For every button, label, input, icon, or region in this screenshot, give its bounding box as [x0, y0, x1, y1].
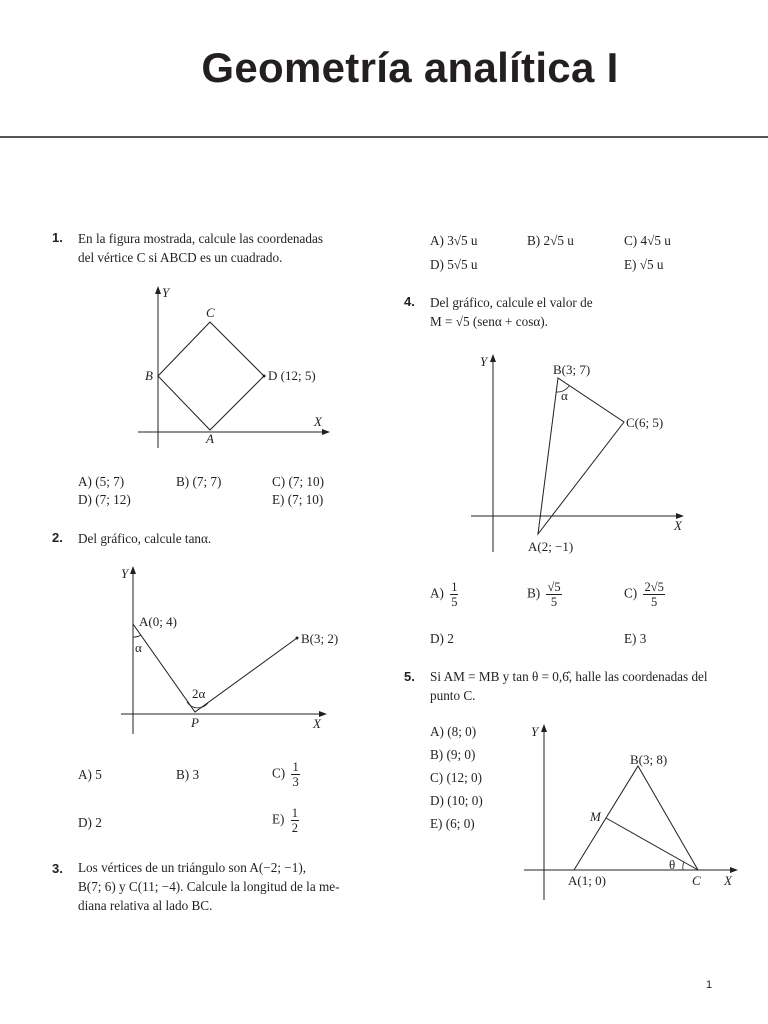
q5-figure: [520, 720, 745, 905]
q1-vertex-c: C: [206, 305, 215, 320]
q4-number: 4.: [404, 294, 415, 309]
q3-text-line2: B(7; 6) y C(11; −4). Calcule la longitud de la me-: [78, 879, 340, 894]
q3-text: [78, 858, 388, 915]
q5-text-line2: punto C.: [430, 688, 476, 703]
q2-option-e: [272, 806, 299, 835]
q4-option-b-fraction: [546, 580, 561, 609]
q4-angle-alpha: α: [561, 388, 568, 403]
q2-point-b: B(3; 2): [301, 631, 339, 646]
q2-angle-two-alpha: 2α: [192, 686, 206, 701]
page-title: Geometría analítica I: [201, 44, 619, 91]
q3-option-e: E) √5 u: [624, 257, 664, 272]
q1-text: [78, 229, 388, 267]
q5-x-axis-label: X: [724, 873, 732, 888]
q4-option-c-denominator: 5: [651, 595, 658, 609]
q4-point-b: B(3; 7): [553, 362, 591, 377]
q2-number: 2.: [52, 530, 63, 545]
q2-option-a: A) 5: [78, 767, 102, 782]
q5-option-c: C) (12; 0): [430, 770, 483, 785]
q3-text-line3: diana relativa al lado BC.: [78, 898, 213, 913]
q3-text-line1: Los vértices de un triángulo son A(−2; −1),: [78, 860, 307, 875]
q2-option-c-fraction: [291, 760, 299, 789]
q2-option-b: B) 3: [176, 767, 200, 782]
q4-option-a-fraction: [450, 580, 458, 609]
q4-option-b-denominator: 5: [550, 595, 558, 609]
q4-option-c: [624, 580, 665, 609]
q5-number: 5.: [404, 669, 415, 684]
q4-text-line1: Del gráfico, calcule el valor de: [430, 295, 593, 310]
q1-option-e: E) (7; 10): [272, 492, 324, 507]
q4-x-axis-label: X: [674, 518, 682, 533]
q5-angle-theta: θ: [669, 857, 676, 872]
q1-figure: [130, 280, 340, 450]
q2-option-c-denominator: 3: [292, 775, 299, 789]
q1-vertex-b: B: [145, 368, 153, 383]
q5-y-axis-label: Y: [531, 724, 539, 739]
q5-point-m: M: [590, 809, 601, 824]
q2-point-a: A(0; 4): [139, 614, 177, 629]
title-divider: [0, 136, 768, 138]
q1-vertex-d: D (12; 5): [268, 368, 316, 383]
q3-option-b: B) 2√5 u: [527, 233, 574, 248]
q4-text-line2: M = √5 (senα + cosα).: [430, 314, 548, 329]
q4-text: [430, 293, 750, 331]
q1-option-d: D) (7; 12): [78, 492, 131, 507]
q5-option-b: B) (9; 0): [430, 747, 476, 762]
q4-y-axis-label: Y: [480, 354, 488, 369]
q2-option-c: [272, 760, 300, 789]
q1-text-line1: En la figura mostrada, calcule las coordenadas: [78, 231, 323, 246]
q2-text: Del gráfico, calcule tanα.: [78, 531, 212, 546]
q2-angle-alpha: α: [135, 640, 142, 655]
q4-option-b: [527, 580, 562, 609]
q2-option-e-label: E): [272, 811, 285, 827]
q2-x-axis-label: X: [313, 716, 321, 731]
q2-option-e-numerator: 1: [291, 806, 298, 820]
q4-option-a-numerator: 1: [451, 580, 458, 594]
q2-option-e-fraction: [291, 806, 299, 835]
q4-figure: [468, 350, 708, 560]
q5-point-a: A(1; 0): [568, 873, 606, 888]
q4-option-a: [430, 580, 458, 609]
q4-option-c-label: C): [624, 585, 638, 601]
q1-option-b: B) (7; 7): [176, 474, 222, 489]
q1-x-axis-label: X: [314, 414, 322, 429]
q2-option-d: D) 2: [78, 815, 102, 830]
q3-number: 3.: [52, 861, 63, 876]
q5-point-b: B(3; 8): [630, 752, 668, 767]
q4-option-b-numerator: √5: [547, 580, 561, 594]
q4-option-c-numerator: 2√5: [644, 580, 664, 594]
q4-option-a-denominator: 5: [451, 595, 458, 609]
q4-point-a: A(2; −1): [528, 539, 574, 554]
q4-point-c: C(6; 5): [626, 415, 664, 430]
q4-option-e: E) 3: [624, 631, 647, 646]
q3-option-a: A) 3√5 u: [430, 233, 478, 248]
q4-option-a-label: A): [430, 585, 444, 601]
q3-option-c: C) 4√5 u: [624, 233, 671, 248]
q1-vertex-a: A: [206, 431, 214, 446]
q2-point-p: P: [191, 715, 199, 730]
q2-figure: [115, 562, 345, 737]
q2-option-c-label: C): [272, 765, 286, 781]
q1-number: 1.: [52, 230, 63, 245]
q5-text-line1: Si AM = MB y tan θ = 0,6̂, halle las coordenadas del: [430, 669, 708, 684]
q5-option-e: E) (6; 0): [430, 816, 475, 831]
q5-option-d: D) (10; 0): [430, 793, 483, 808]
q3-option-d: D) 5√5 u: [430, 257, 478, 272]
q2-option-e-denominator: 2: [291, 821, 298, 835]
q5-option-a: A) (8; 0): [430, 724, 477, 739]
q5-point-c: C: [692, 873, 701, 888]
page-number: 1: [706, 979, 713, 991]
q2-option-c-numerator: 1: [292, 760, 299, 774]
q4-option-d: D) 2: [430, 631, 454, 646]
q1-y-axis-label: Y: [162, 285, 170, 300]
q1-option-a: A) (5; 7): [78, 474, 125, 489]
q4-option-c-fraction: [643, 580, 664, 609]
q4-option-b-label: B): [527, 585, 541, 601]
q2-y-axis-label: Y: [121, 566, 129, 581]
q1-option-c: C) (7; 10): [272, 474, 325, 489]
q1-text-line2: del vértice C si ABCD es un cuadrado.: [78, 250, 283, 265]
q5-text: [430, 667, 750, 705]
